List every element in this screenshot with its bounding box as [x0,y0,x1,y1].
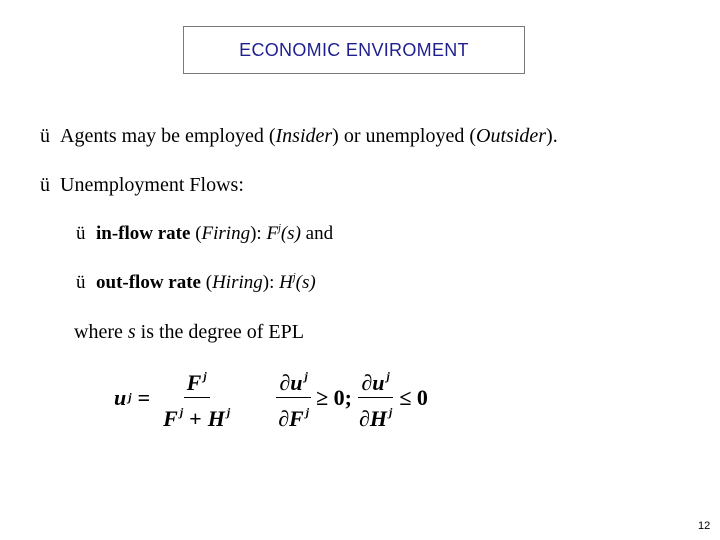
formula-derivative-hiring: $\frac{\partial u ^j}{\partial H ^j}$ [356,364,395,431]
bullet-agents: ü Agents may be employed (Insider) or unemployed (Outsider). [40,125,558,147]
slide-title-box [183,26,525,74]
where-line: where s is the degree of EPL [74,321,304,343]
formula-lhs: u [114,384,127,410]
slide-title: ECONOMIC ENVIROMENT [239,39,469,60]
formula-ge-zero: ≥ 0; [316,384,352,410]
formula: u j = $\frac{F ^j}{F ^j + H ^j}$ $\frac{\partial u ^j}{\partial F ^j}$ ≥ 0; $\frac{\partial u ^j}{\partial H ^j}$ ≤ 0 [114,364,428,431]
sub-bullet-inflow: ü in-flow rate (Firing): $F^j(s)$ and [76,223,334,244]
formula-fraction-u: $\frac{F ^j}{F ^j + H ^j}$ [160,364,233,431]
formula-le-zero: ≤ 0 [399,384,428,410]
check-icon: ü [40,125,50,147]
bullet-unemployment-flows: ü Unemployment Flows: [40,174,244,196]
check-icon: ü [76,223,86,244]
formula-derivative-firing: $\frac{\partial u ^j}{\partial F ^j}$ [275,364,312,431]
page-number: 12 [698,520,711,532]
check-icon: ü [76,272,86,293]
sub-bullet-outflow: ü out-flow rate (Hiring): $H^j(s)$ [76,272,316,293]
formula-equals: = [137,384,151,410]
check-icon: ü [40,174,50,196]
